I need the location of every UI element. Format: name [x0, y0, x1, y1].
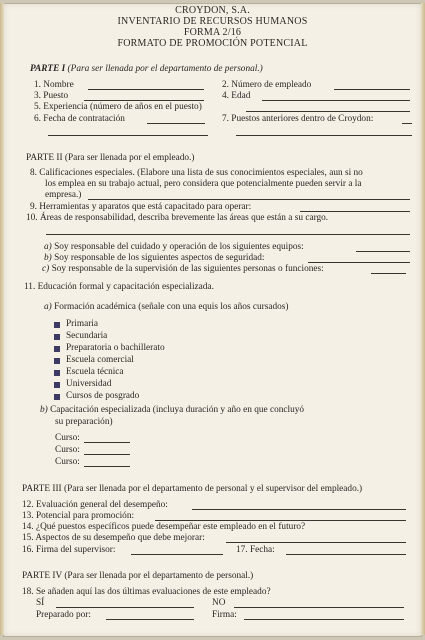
field-5-line[interactable] — [246, 111, 410, 112]
field-15-label: 15. Aspectos de su desempeño que debe mejorar: — [22, 533, 205, 543]
checkbox-secundaria[interactable] — [54, 334, 60, 340]
field-4-line[interactable] — [262, 100, 410, 101]
field-17-line[interactable] — [286, 554, 406, 555]
checkbox-preparatoria[interactable] — [54, 346, 60, 352]
level-posgrado: Cursos de posgrado — [66, 391, 140, 401]
field-3-line[interactable] — [84, 100, 204, 101]
form-number: FORMA 2/16 — [183, 27, 242, 38]
field-10-line[interactable] — [46, 234, 410, 235]
part2-note: (Para ser llenada por el empleado.) — [64, 153, 195, 163]
field-10b — [44, 253, 265, 264]
company-name: CROYDON, S.A. — [175, 5, 250, 16]
field-16-line[interactable] — [131, 554, 223, 555]
part2-heading — [26, 153, 194, 164]
field-11b — [40, 405, 304, 416]
field-2-line[interactable] — [334, 89, 410, 90]
paper-edge-right — [421, 3, 425, 635]
paper-edge-left — [0, 3, 4, 635]
level-tecnica: Escuela técnica — [66, 367, 124, 377]
course-1-line[interactable] — [84, 442, 130, 443]
field-11a — [44, 302, 288, 313]
course-2-line[interactable] — [84, 454, 130, 455]
field-10b-line[interactable] — [308, 262, 410, 263]
part1-heading — [30, 64, 263, 75]
field-14-label: 14. ¿Qué puestos específicos puede desempeñar este empleado en el futuro? — [22, 522, 306, 532]
level-universidad: Universidad — [66, 379, 112, 389]
field-11a-label: Formación académica (señale con una equis los años cursados) — [54, 302, 289, 312]
field-9-label: 9. Herramientas y aparatos que está capacitado para operar: — [30, 202, 252, 212]
field-12-label: 12. Evaluación general del desempeño: — [22, 500, 168, 510]
course-2-label: Curso: — [55, 445, 80, 455]
checkbox-posgrado[interactable] — [54, 394, 60, 400]
marker-11a: a) — [44, 302, 52, 312]
field-10-label: 10. Áreas de responsabilidad, describa brevemente las áreas que están a su cargo. — [26, 213, 329, 223]
field-6-extra-line[interactable] — [48, 135, 208, 136]
field-8-line2: los emplea en su trabajo actual, pero considera que potencialmente pueden servir a la — [45, 179, 362, 189]
marker-b: b) — [44, 253, 52, 263]
course-3-label: Curso: — [55, 457, 80, 467]
field-6-label: 6. Fecha de contratación — [34, 114, 125, 124]
field-6-line[interactable] — [147, 123, 205, 124]
field-10b-label: Soy responsable de los siguientes aspectos de seguridad: — [54, 253, 265, 263]
field-2-label: 2. Número de empleado — [222, 80, 312, 90]
no-label: NO — [212, 598, 226, 608]
field-11b-line2: su preparación) — [55, 417, 113, 427]
level-preparatoria: Preparatoria o bachillerato — [66, 343, 165, 353]
checkbox-comercial[interactable] — [54, 358, 60, 364]
field-12-line[interactable] — [192, 509, 406, 510]
checkbox-universidad[interactable] — [54, 382, 60, 388]
checkbox-tecnica[interactable] — [54, 370, 60, 376]
field-10a — [44, 242, 304, 253]
course-1-label: Curso: — [55, 433, 80, 443]
part4-note: (Para ser llenada por el departamento de personal.) — [64, 571, 254, 581]
prepared-by-label: Preparado por: — [36, 610, 91, 620]
part2-title: PARTE II — [26, 153, 63, 163]
yes-line[interactable] — [56, 607, 194, 608]
signature-label: Firma: — [212, 610, 237, 620]
field-10a-line[interactable] — [356, 251, 410, 252]
field-13-label: 13. Potencial para promoción: — [22, 511, 135, 521]
field-9-line[interactable] — [300, 211, 410, 212]
level-secundaria: Secundaria — [66, 331, 108, 341]
level-comercial: Escuela comercial — [66, 355, 134, 365]
field-11b-line1: Capacitación especializada (incluya duración y año en que concluyó — [50, 405, 305, 415]
part3-title: PARTE III — [22, 484, 62, 494]
part1-note: (Para ser llenada por el departamento de personal.) — [67, 64, 263, 74]
field-1-label: 1. Nombre — [34, 80, 74, 90]
marker-a: a) — [44, 242, 52, 252]
course-3-line[interactable] — [84, 466, 130, 467]
field-3-label: 3. Puesto — [34, 91, 69, 101]
field-13-line[interactable] — [155, 520, 406, 521]
field-1-line[interactable] — [88, 89, 204, 90]
part1-title: PARTE I — [30, 64, 66, 74]
inventory-title: INVENTARIO DE RECURSOS HUMANOS — [117, 16, 308, 27]
field-17-label: 17. Fecha: — [236, 545, 275, 555]
field-8-line3: empresa.) — [45, 190, 82, 200]
part4-title: PARTE IV — [22, 571, 62, 581]
field-10a-label: Soy responsable del cuidado y operación de los siguientes equipos: — [54, 242, 304, 252]
field-7-line[interactable] — [402, 123, 412, 124]
marker-11b: b) — [40, 405, 48, 415]
signature-line[interactable] — [244, 619, 404, 620]
field-10c-label: Soy responsable de la supervisión de las siguientes personas o funciones: — [51, 264, 324, 274]
field-10c — [42, 264, 324, 275]
level-primaria: Primaria — [66, 319, 99, 329]
field-16-label: 16. Firma del supervisor: — [22, 545, 116, 555]
yes-label: SÍ — [36, 598, 45, 608]
prepared-by-line[interactable] — [106, 619, 194, 620]
marker-c: c) — [42, 264, 50, 274]
format-title: FORMATO DE PROMOCIÓN POTENCIAL — [117, 38, 308, 49]
field-15-line[interactable] — [226, 542, 406, 543]
part4-heading — [22, 571, 253, 582]
checkbox-primaria[interactable] — [54, 322, 60, 328]
field-8-line1: 8. Calificaciones especiales. (Elabore una lista de sus conocimientos especiales, aun si no — [30, 168, 363, 178]
field-10c-line[interactable] — [371, 273, 406, 274]
field-8-line[interactable] — [88, 199, 410, 200]
no-line[interactable] — [234, 607, 404, 608]
part3-heading — [22, 484, 362, 495]
field-18-label: 18. Se añaden aquí las dos últimas evaluaciones de este empleado? — [22, 587, 271, 597]
field-7-label: 7. Puestos anteriores dentro de Croydon: — [222, 114, 374, 124]
field-11-label: 11. Educación formal y capacitación especializada. — [24, 282, 214, 292]
field-5-label: 5. Experiencia (número de años en el puesto) — [34, 102, 202, 112]
field-7-extra-line[interactable] — [236, 135, 412, 136]
field-4-label: 4. Edad — [222, 91, 251, 101]
part3-note: (Para ser llenada por el departamento de personal y el supervisor del empleado.) — [63, 484, 363, 494]
